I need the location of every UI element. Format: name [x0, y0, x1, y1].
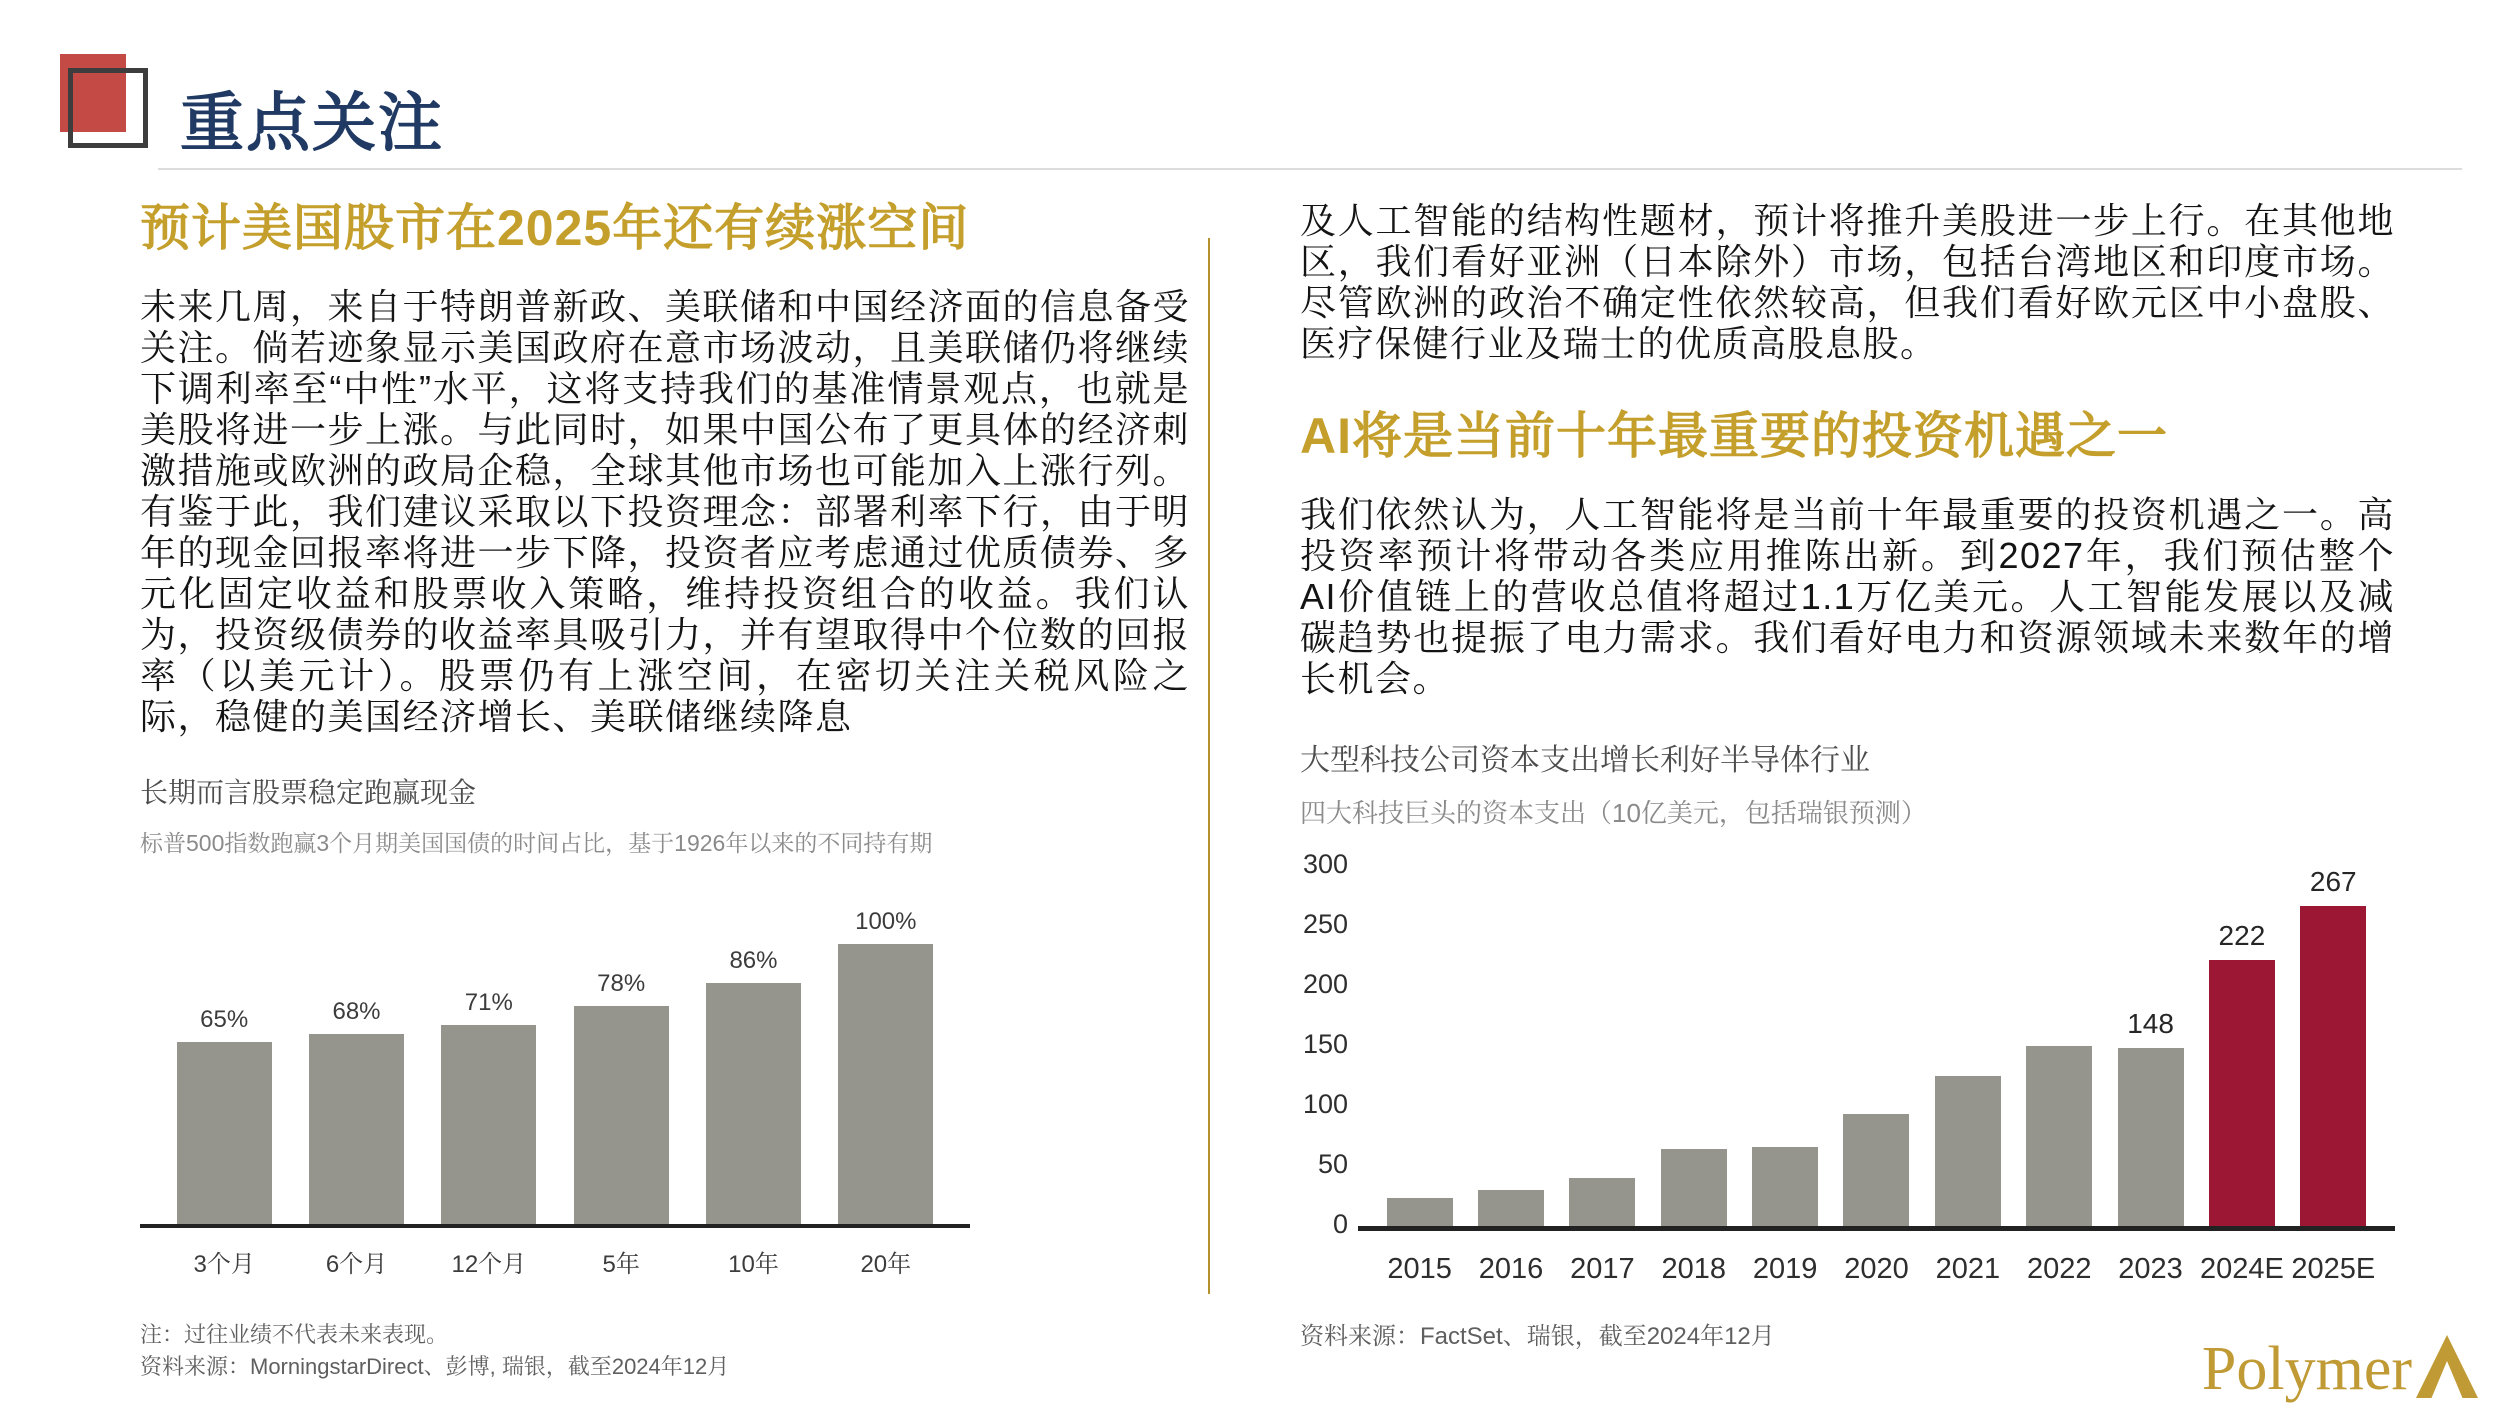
bar-value-label: 100%: [855, 908, 917, 935]
bar-2020: [1831, 1078, 1922, 1226]
chart-tech-capex: [1300, 735, 2395, 1355]
bar-value-label: 71%: [464, 989, 513, 1016]
bar: [1661, 1149, 1727, 1226]
y-tick-150: 150: [1302, 1029, 1348, 1059]
bar: [2118, 1048, 2184, 1226]
x-axis-labels: [1358, 1253, 2395, 1286]
x-label-2017: 2017: [1570, 1253, 1635, 1285]
bar: [1935, 1076, 2001, 1226]
bar-20年: [820, 908, 952, 1224]
bar-2025E: [2288, 866, 2379, 1226]
x-label-12个月: 12个月: [451, 1251, 527, 1278]
chart-title: 长期而言股票稳定跑赢现金: [140, 777, 477, 808]
bar-5年: [555, 970, 687, 1224]
bar-value-label: 68%: [332, 998, 381, 1025]
y-axis-labels: [1300, 849, 1348, 1239]
bar-2024E: [2196, 920, 2287, 1226]
x-label-3个月: 3个月: [193, 1251, 255, 1278]
polymer-logo-text: Polymer: [2201, 1335, 2412, 1403]
bar-value-label: 65%: [200, 1006, 249, 1033]
bar-2022: [2014, 1010, 2105, 1226]
x-label-2021: 2021: [1935, 1253, 2001, 1285]
polymer-logo: [2201, 1334, 2478, 1403]
bar: [1569, 1178, 1635, 1226]
chart-title: 大型科技公司资本支出增长利好半导体行业: [1300, 744, 1870, 777]
x-label-2023: 2023: [2118, 1253, 2183, 1285]
y-tick-50: 50: [1317, 1149, 1348, 1179]
right-column: [1300, 200, 2395, 1355]
plot-area: [1358, 860, 2395, 1231]
decor-outline-square: [68, 68, 148, 148]
y-tick-200: 200: [1302, 969, 1348, 999]
chart-bars: [140, 902, 970, 1224]
x-label-2022: 2022: [2026, 1253, 2092, 1285]
bar-chart-equities-vs-cash: [140, 902, 970, 1279]
paragraph-regions: 及人工智能的结构性题材，预计将推升美股进一步上行。在其他地区，我们看好亚洲（日本除外）市场，包括台湾地区和印度市场。尽管欧洲的政治不确定性依然较高，但我们看好欧元区中小盘股、医疗保健行业及瑞士的优质高股息股。: [1300, 200, 2395, 364]
bar: [1478, 1190, 1544, 1226]
bar-2023: [2105, 1008, 2196, 1226]
x-label-10年: 10年: [728, 1251, 779, 1278]
y-tick-300: 300: [1302, 849, 1348, 879]
x-label-2015: 2015: [1387, 1253, 1452, 1285]
chart-subtitle: 四大科技巨头的资本支出（10亿美元，包括瑞银预测）: [1300, 798, 1927, 828]
chart-source: 资料来源：MorningstarDirect、彭博, 瑞银，截至2024年12月: [140, 1353, 730, 1379]
bar: [2026, 1046, 2092, 1226]
bar-chart-tech-capex: [1300, 849, 2395, 1286]
bar-value-label: 222: [2218, 920, 2266, 951]
chart-footnote: 注：过往业绩不代表未来表现。: [140, 1322, 449, 1347]
bar-value-label: 267: [2309, 866, 2357, 897]
bar-value-label: 86%: [729, 947, 778, 974]
bar: [177, 1042, 272, 1224]
x-label-2020: 2020: [1844, 1253, 1909, 1285]
header-rule: [158, 168, 2462, 170]
y-tick-250: 250: [1302, 909, 1348, 939]
x-axis-labels: [140, 1244, 970, 1279]
bar-value-label: 78%: [597, 970, 646, 997]
bar-2019: [1739, 1111, 1830, 1226]
y-tick-100: 100: [1302, 1089, 1348, 1119]
bar-6个月: [290, 998, 422, 1224]
chart-bars: [1358, 860, 2395, 1226]
page-title: 重点关注: [180, 87, 444, 159]
bar: [441, 1025, 536, 1224]
chart-subtitle: 标普500指数跑赢3个月期美国国债的时间占比，基于1926年以来的不同持有期: [140, 830, 933, 856]
x-label-5年: 5年: [602, 1251, 640, 1278]
bar-value-label: 148: [2127, 1008, 2174, 1039]
section-heading-us-equities: 预计美国股市在2025年还有续涨空间: [140, 200, 970, 256]
paragraph-ai: 我们依然认为，人工智能将是当前十年最重要的投资机遇之一。高投资率预计将带动各类应用推陈出新。到2027年，我们预估整个AI价值链上的营收总值将超过1.1万亿美元。人工智能发展以及减碳趋势也提振了电力需求。我们看好电力和资源领域未来数年的增长机会。: [1300, 494, 2395, 699]
bar: [1752, 1147, 1818, 1226]
bar-2018: [1648, 1113, 1739, 1226]
bar: [706, 983, 801, 1224]
bar: [574, 1006, 669, 1224]
bar-2015: [1374, 1162, 1465, 1226]
bar-12个月: [423, 989, 555, 1224]
chart-source: 资料来源：FactSet、瑞银，截至2024年12月: [1300, 1323, 1775, 1350]
bar: [309, 1034, 404, 1224]
x-label-2025E: 2025E: [2291, 1253, 2376, 1285]
bar: [1843, 1114, 1909, 1226]
x-label-2019: 2019: [1752, 1253, 1818, 1285]
x-label-6个月: 6个月: [325, 1251, 388, 1278]
chart-equities-vs-cash: [140, 771, 1190, 1383]
bar: [2300, 906, 2366, 1226]
bar-10年: [687, 947, 819, 1224]
paragraph-us-equities: 未来几周，来自于特朗普新政、美联储和中国经济面的信息备受关注。倘若迹象显示美国政府在意市场波动，且美联储仍将继续下调利率至“中性”水平，这将支持我们的基准情景观点，也就是美股将进一步上涨。与此同时，如果中国公布了更具体的经济刺激措施或欧洲的政局企稳，全球其他市场也可能加入上涨行列。有鉴于此，我们建议采取以下投资理念：部署利率下行，由于明年的现金回报率将进一步下降，投资者应考虑通过优质债券、多元化固定收益和股票收入策略，维持投资组合的收益。我们认为，投资级债券的收益率具吸引力，并有望取得中个位数的回报率（以美元计）。股票仍有上涨空间，在密切关注关税风险之际，稳健的美国经济增长、美联储继续降息: [140, 286, 1191, 737]
y-tick-0: 0: [1332, 1209, 1348, 1239]
bar: [2209, 960, 2275, 1226]
bar-2017: [1557, 1142, 1648, 1226]
section-heading-ai: AI将是当前十年最重要的投资机遇之一: [1300, 408, 2168, 464]
x-axis-line: [140, 1224, 970, 1228]
bar-2016: [1465, 1154, 1556, 1226]
column-divider: [1208, 238, 1210, 1294]
x-label-2024E: 2024E: [2199, 1253, 2284, 1285]
x-label-2016: 2016: [1478, 1253, 1544, 1285]
bar: [838, 944, 933, 1224]
x-label-2018: 2018: [1661, 1253, 1727, 1285]
bar: [1387, 1198, 1453, 1226]
x-label-20年: 20年: [860, 1251, 912, 1278]
bar-2021: [1922, 1040, 2013, 1226]
bar-3个月: [158, 1006, 290, 1224]
polymer-triangle-icon: [2416, 1334, 2478, 1398]
left-column: [140, 188, 1190, 1383]
